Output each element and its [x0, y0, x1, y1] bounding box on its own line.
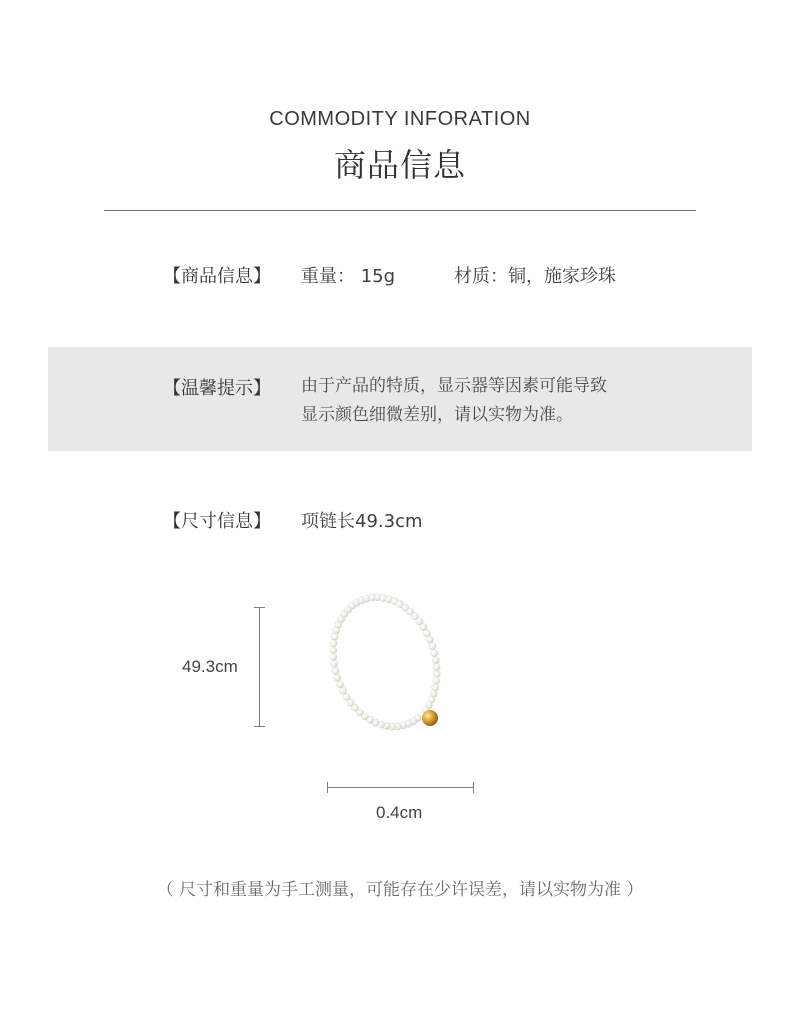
pearl	[332, 667, 339, 674]
pearl	[433, 670, 440, 677]
pearl	[429, 643, 436, 650]
height-dimension-label: 49.3cm	[182, 657, 238, 676]
header-divider	[104, 210, 696, 211]
measurement-footnote: （ 尺寸和重量为手工测量，可能存在少许误差，请以实物为准 ）	[156, 880, 644, 900]
height-dimension-cap-bottom	[254, 726, 265, 727]
pearl	[334, 674, 341, 681]
pearl	[330, 646, 337, 653]
pearl	[331, 660, 338, 667]
title-chinese: 商品信息	[333, 146, 466, 184]
height-dimension-line	[259, 607, 260, 727]
width-dimension-cap-right	[473, 782, 474, 793]
pearl	[340, 687, 347, 694]
pearl-strand	[330, 594, 441, 730]
pearl	[432, 657, 439, 664]
pearl	[433, 677, 440, 684]
pearl	[433, 664, 440, 671]
pearl	[423, 630, 430, 637]
pearl	[431, 650, 438, 657]
notice-line-2: 显示颜色细微差别，请以实物为准。	[301, 405, 573, 425]
pearl	[432, 684, 439, 691]
pearl	[337, 681, 344, 688]
notice-line-1: 由于产品的特质，显示器等因素可能导致	[301, 376, 607, 396]
weight-value: 重量： 15g	[301, 266, 396, 287]
notice-label: 【温馨提示】	[163, 378, 271, 399]
size-info-label: 【尺寸信息】	[163, 511, 271, 532]
size-info-value: 项链长49.3cm	[301, 511, 423, 532]
title-english: COMMODITY INFORATION	[269, 108, 531, 130]
width-dimension-line	[327, 787, 474, 788]
material-value: 材质：铜，施家珍珠	[454, 266, 616, 287]
product-info-label: 【商品信息】	[163, 266, 271, 287]
width-dimension-cap-left	[327, 782, 328, 793]
pearl	[426, 636, 433, 643]
width-dimension-label: 0.4cm	[376, 803, 423, 822]
pearl	[330, 640, 337, 647]
pearl-necklace-image	[300, 590, 470, 750]
gold-clasp	[422, 710, 438, 726]
height-dimension-cap-top	[254, 607, 265, 608]
pearl	[331, 633, 338, 640]
pearl	[330, 653, 337, 660]
